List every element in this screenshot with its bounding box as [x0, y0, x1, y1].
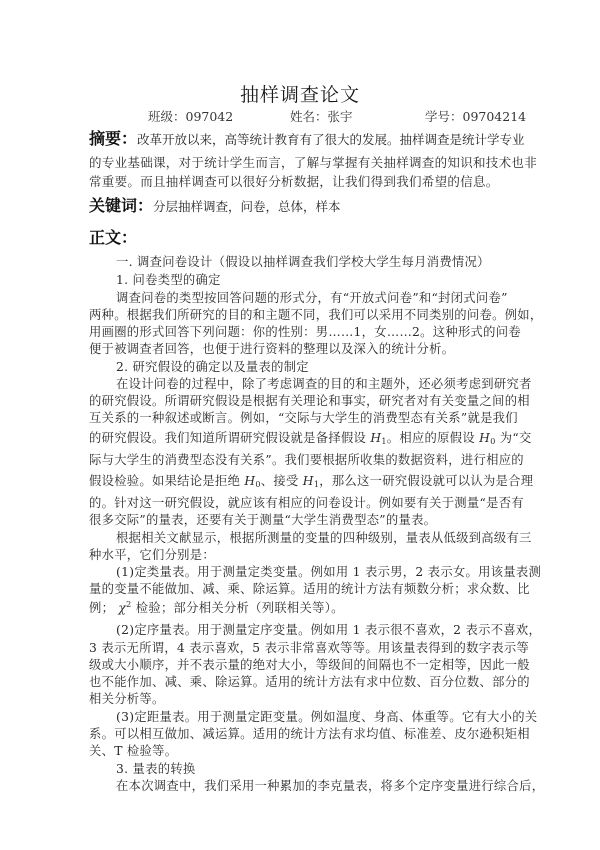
body-line: 的研究假设。所谓研究假设是根据有关理论和事实，研究者对有关变量之间的相 [89, 394, 530, 408]
math-symbol: H [479, 431, 491, 445]
body-line: 级或大小顺序，并不表示量的绝对大小，等级间的间隔也不一定相等，因此一般 [89, 658, 530, 672]
body-line: 2. 研究假设的确定以及量表的制定 [116, 360, 309, 374]
body-line: 系。可以相互做加、减运算。适用的统计方法有求均值、标准差、皮尔逊积矩相 [89, 727, 530, 741]
body-line: 种水平，它们分别是： [89, 548, 215, 562]
document-title: 抽样调查论文 [239, 84, 360, 106]
body-line: 也不能作加、减、乘、除运算。适用的统计方法有求中位数、百分位数、部分的 [89, 675, 530, 689]
abstract-line-3: 常重要。而且抽样调查可以很好分析数据，让我们得到我们希望的信息。 [89, 174, 499, 189]
body-line: 量的变量不能做加、减、乘、除运算。适用的统计方法有频数分析；求众数、比 [89, 582, 530, 596]
keywords [89, 193, 341, 216]
body-line: (1)定类量表。用于测量定类变量。例如用 1 表示男，2 表示女。用该量表测 [116, 565, 542, 579]
body-line: 两种。根据我们所研究的目的和主题不同，我们可以采用不同类别的问卷。例如， [89, 308, 543, 322]
body-line: 根据相关文献显示，根据所测量的变量的四种级别，量表从低级到高级有三 [116, 531, 532, 545]
math-symbol: χ [118, 601, 127, 615]
body-line: 在设计问卷的过程中，除了考虑调查的目的和主题外，还必须考虑到研究者 [116, 377, 532, 391]
hypothesis-line: 的研究假设。我们知道所谓研究假设就是备择假设 $H_1$。相应的原假设 $H_0$ 为“交 [89, 431, 532, 446]
body-line: (2)定序量表。用于测量定序变量。例如用 1 表示很不喜欢，2 表示不喜欢， [116, 623, 542, 637]
body-line: 很多交际”的量表，还要有关于测量“大学生消费型态”的量表。 [89, 513, 437, 527]
student-id: 学号：09704214 [425, 109, 527, 124]
class-info: 班级：097042 [148, 109, 234, 124]
body-line: 1. 问卷类型的确定 [116, 273, 221, 287]
body-heading: 正文： [89, 228, 138, 247]
body-line: 在本次调查中，我们采用一种累加的李克量表，将多个定序变量进行综合后， [116, 779, 545, 793]
body-line: 相关分析等。 [89, 692, 165, 706]
body-line: 关、T 检验等。 [89, 744, 178, 758]
math-symbol: H [244, 474, 256, 488]
keywords-heading: 关键词： [89, 196, 154, 215]
body-line: (3)定距量表。用于测量定距变量。例如温度、身高、体重等。它有大小的关 [116, 710, 538, 724]
chi-square-line: 例； $\chi^2$ 检验；部分相关分析（列联相关等）。 [89, 600, 344, 615]
abstract-line-2: 的专业基础课，对于统计学生而言，了解与掌握有关抽样调查的知识和技术也非 [89, 155, 538, 170]
keywords-text: 分层抽样调查，问卷，总体，样本 [153, 199, 341, 214]
math-symbol: H [370, 431, 382, 445]
body-line: 互关系的一种叙述或断言。例如，“交际与大学生的消费型态有关系”就是我们 [89, 411, 518, 425]
hypothesis-line: 假设检验。如果结论是拒绝 $H_0$、接受 $H_1$，那么这一研究假设就可以认为是合理 [89, 474, 534, 489]
body-line: 调查问卷的类型按回答问题的形式分，有“开放式问卷”和“封闭式问卷” [116, 291, 508, 305]
body-line: 便于被调查者回答，也便于进行资料的整理以及深入的统计分析。 [89, 342, 455, 356]
body-line: 3. 量表的转换 [116, 762, 196, 776]
body-line: 际与大学生的消费型态没有关系”。我们要根据所收集的数据资料，进行相应的 [89, 453, 524, 467]
body-line: 3 表示无所谓，4 表示喜欢，5 表示非常喜欢等等。用该量表得到的数字表示等 [89, 641, 530, 655]
abstract-line-1: 摘要：改革开放以来，高等统计教育有了很大的发展。抽样调查是统计学专业 [89, 129, 525, 148]
body-line: 的。针对这一研究假设，就应该有相应的问卷设计。例如要有关于测量“是否有 [89, 496, 524, 510]
body-line: 用画圈的形式回答下列问题：你的性别：男……1，女……2。这种形式的问卷 [89, 325, 521, 339]
math-symbol: H [302, 474, 314, 488]
abstract-heading: 摘要： [89, 129, 138, 148]
body-line: 一. 调查问卷设计（假设以抽样调查我们学校大学生每月消费情况） [116, 255, 490, 269]
student-name: 姓名：张宇 [290, 109, 353, 124]
